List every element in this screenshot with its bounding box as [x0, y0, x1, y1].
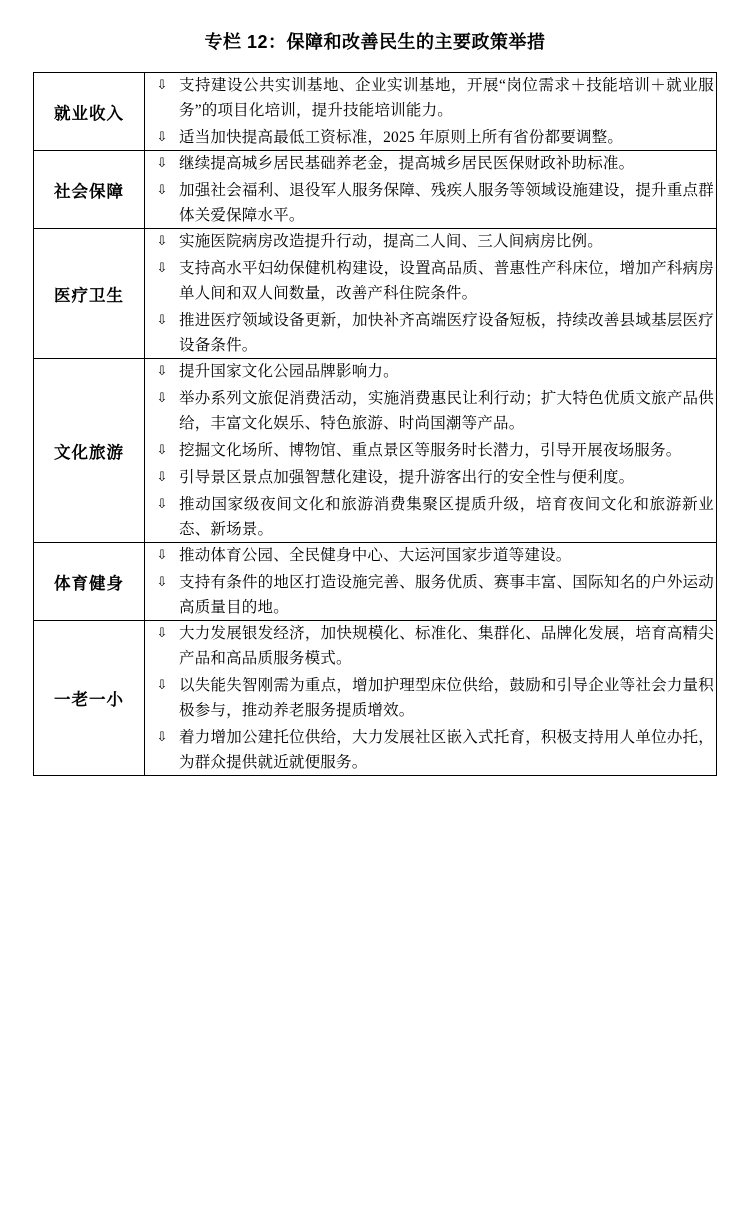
arrow-down-icon: ⇩ — [156, 364, 168, 379]
arrow-down-icon: ⇩ — [156, 391, 168, 406]
measure-text: 大力发展银发经济，加快规模化、标准化、集群化、品牌化发展，培育高精尖产品和高品质服务模式。 — [179, 625, 714, 667]
category-label-sports-fitness: 体育健身 — [34, 543, 145, 621]
table-row — [34, 621, 717, 776]
list-item — [145, 543, 716, 568]
measure-text: 举办系列文旅促消费活动，实施消费惠民让利行动；扩大特色优质文旅产品供给，丰富文化娱乐、特色旅游、时尚国潮等产品。 — [179, 390, 714, 432]
measure-text: 支持高水平妇幼保健机构建设，设置高品质、普惠性产科床位，增加产科病房单人间和双人间数量，改善产科住院条件。 — [179, 260, 714, 302]
measure-text: 以失能失智刚需为重点，增加护理型床位供给，鼓励和引导企业等社会力量积极参与，推动养老服务提质增效。 — [179, 677, 714, 719]
arrow-down-icon: ⇩ — [156, 313, 168, 328]
category-label-social-security: 社会保障 — [34, 151, 145, 229]
arrow-down-icon: ⇩ — [156, 130, 168, 145]
measure-text: 加强社会福利、退役军人服务保障、残疾人服务等领域设施建设，提升重点群体关爱保障水平。 — [179, 182, 714, 224]
table-row — [34, 229, 717, 359]
arrow-down-icon: ⇩ — [156, 497, 168, 512]
arrow-down-icon: ⇩ — [156, 443, 168, 458]
arrow-down-icon: ⇩ — [156, 470, 168, 485]
arrow-down-icon: ⇩ — [156, 234, 168, 249]
arrow-down-icon: ⇩ — [156, 78, 168, 93]
measure-list — [145, 621, 716, 775]
arrow-down-icon: ⇩ — [156, 730, 168, 745]
list-item — [145, 673, 716, 723]
arrow-down-icon: ⇩ — [156, 626, 168, 641]
measure-text: 支持建设公共实训基地、企业实训基地，开展“岗位需求＋技能培训＋就业服务”的项目化培训，提升技能培训能力。 — [179, 77, 714, 119]
measure-text: 引导景区景点加强智慧化建设，提升游客出行的安全性与便利度。 — [179, 469, 635, 486]
table-row — [34, 543, 717, 621]
arrow-down-icon: ⇩ — [156, 575, 168, 590]
arrow-down-icon: ⇩ — [156, 678, 168, 693]
policy-measures-table — [33, 72, 717, 776]
table-row — [34, 359, 717, 543]
measure-list — [145, 151, 716, 228]
measure-text: 提升国家文化公园品牌影响力。 — [179, 363, 399, 380]
list-item — [145, 125, 716, 150]
list-item — [145, 229, 716, 254]
list-item — [145, 438, 716, 463]
measure-text: 继续提高城乡居民基础养老金，提高城乡居民医保财政补助标准。 — [179, 155, 635, 172]
list-item — [145, 178, 716, 228]
measure-text: 实施医院病房改造提升行动，提高二人间、三人间病房比例。 — [179, 233, 603, 250]
measure-text: 挖掘文化场所、博物馆、重点景区等服务时长潜力，引导开展夜场服务。 — [179, 442, 682, 459]
measures-cell-culture-tourism — [145, 359, 717, 543]
list-item — [145, 725, 716, 775]
page-title: 专栏 12：保障和改善民生的主要政策举措 — [204, 32, 546, 52]
list-item — [145, 465, 716, 490]
category-label-medical-health: 医疗卫生 — [34, 229, 145, 359]
list-item — [145, 359, 716, 384]
measures-cell-sports-fitness — [145, 543, 717, 621]
table-body — [34, 73, 717, 776]
measure-text: 适当加快提高最低工资标准，2025 年原则上所有省份都要调整。 — [179, 129, 624, 146]
category-label-employment-income: 就业收入 — [34, 73, 145, 151]
measure-list — [145, 229, 716, 358]
list-item — [145, 621, 716, 671]
table-row — [34, 151, 717, 229]
measure-text: 推动国家级夜间文化和旅游消费集聚区提质升级，培育夜间文化和旅游新业态、新场景。 — [179, 496, 714, 538]
table-row — [34, 73, 717, 151]
measure-list — [145, 359, 716, 542]
arrow-down-icon: ⇩ — [156, 183, 168, 198]
category-label-elderly-children: 一老一小 — [34, 621, 145, 776]
arrow-down-icon: ⇩ — [156, 156, 168, 171]
measures-cell-employment-income — [145, 73, 717, 151]
list-item — [145, 308, 716, 358]
list-item — [145, 256, 716, 306]
measure-text: 推进医疗领域设备更新，加快补齐高端医疗设备短板，持续改善县域基层医疗设备条件。 — [179, 312, 714, 354]
arrow-down-icon: ⇩ — [156, 261, 168, 276]
list-item — [145, 73, 716, 123]
measure-text: 支持有条件的地区打造设施完善、服务优质、赛事丰富、国际知名的户外运动高质量目的地。 — [179, 574, 714, 616]
list-item — [145, 570, 716, 620]
measures-cell-elderly-children — [145, 621, 717, 776]
measures-cell-social-security — [145, 151, 717, 229]
list-item — [145, 151, 716, 176]
measure-list — [145, 543, 716, 620]
measures-cell-medical-health — [145, 229, 717, 359]
list-item — [145, 386, 716, 436]
arrow-down-icon: ⇩ — [156, 548, 168, 563]
measure-text: 推动体育公园、全民健身中心、大运河国家步道等建设。 — [179, 547, 572, 564]
measure-text: 着力增加公建托位供给，大力发展社区嵌入式托育，积极支持用人单位办托，为群众提供就近就便服务。 — [179, 729, 714, 771]
category-label-culture-tourism: 文化旅游 — [34, 359, 145, 543]
list-item — [145, 492, 716, 542]
measure-list — [145, 73, 716, 150]
